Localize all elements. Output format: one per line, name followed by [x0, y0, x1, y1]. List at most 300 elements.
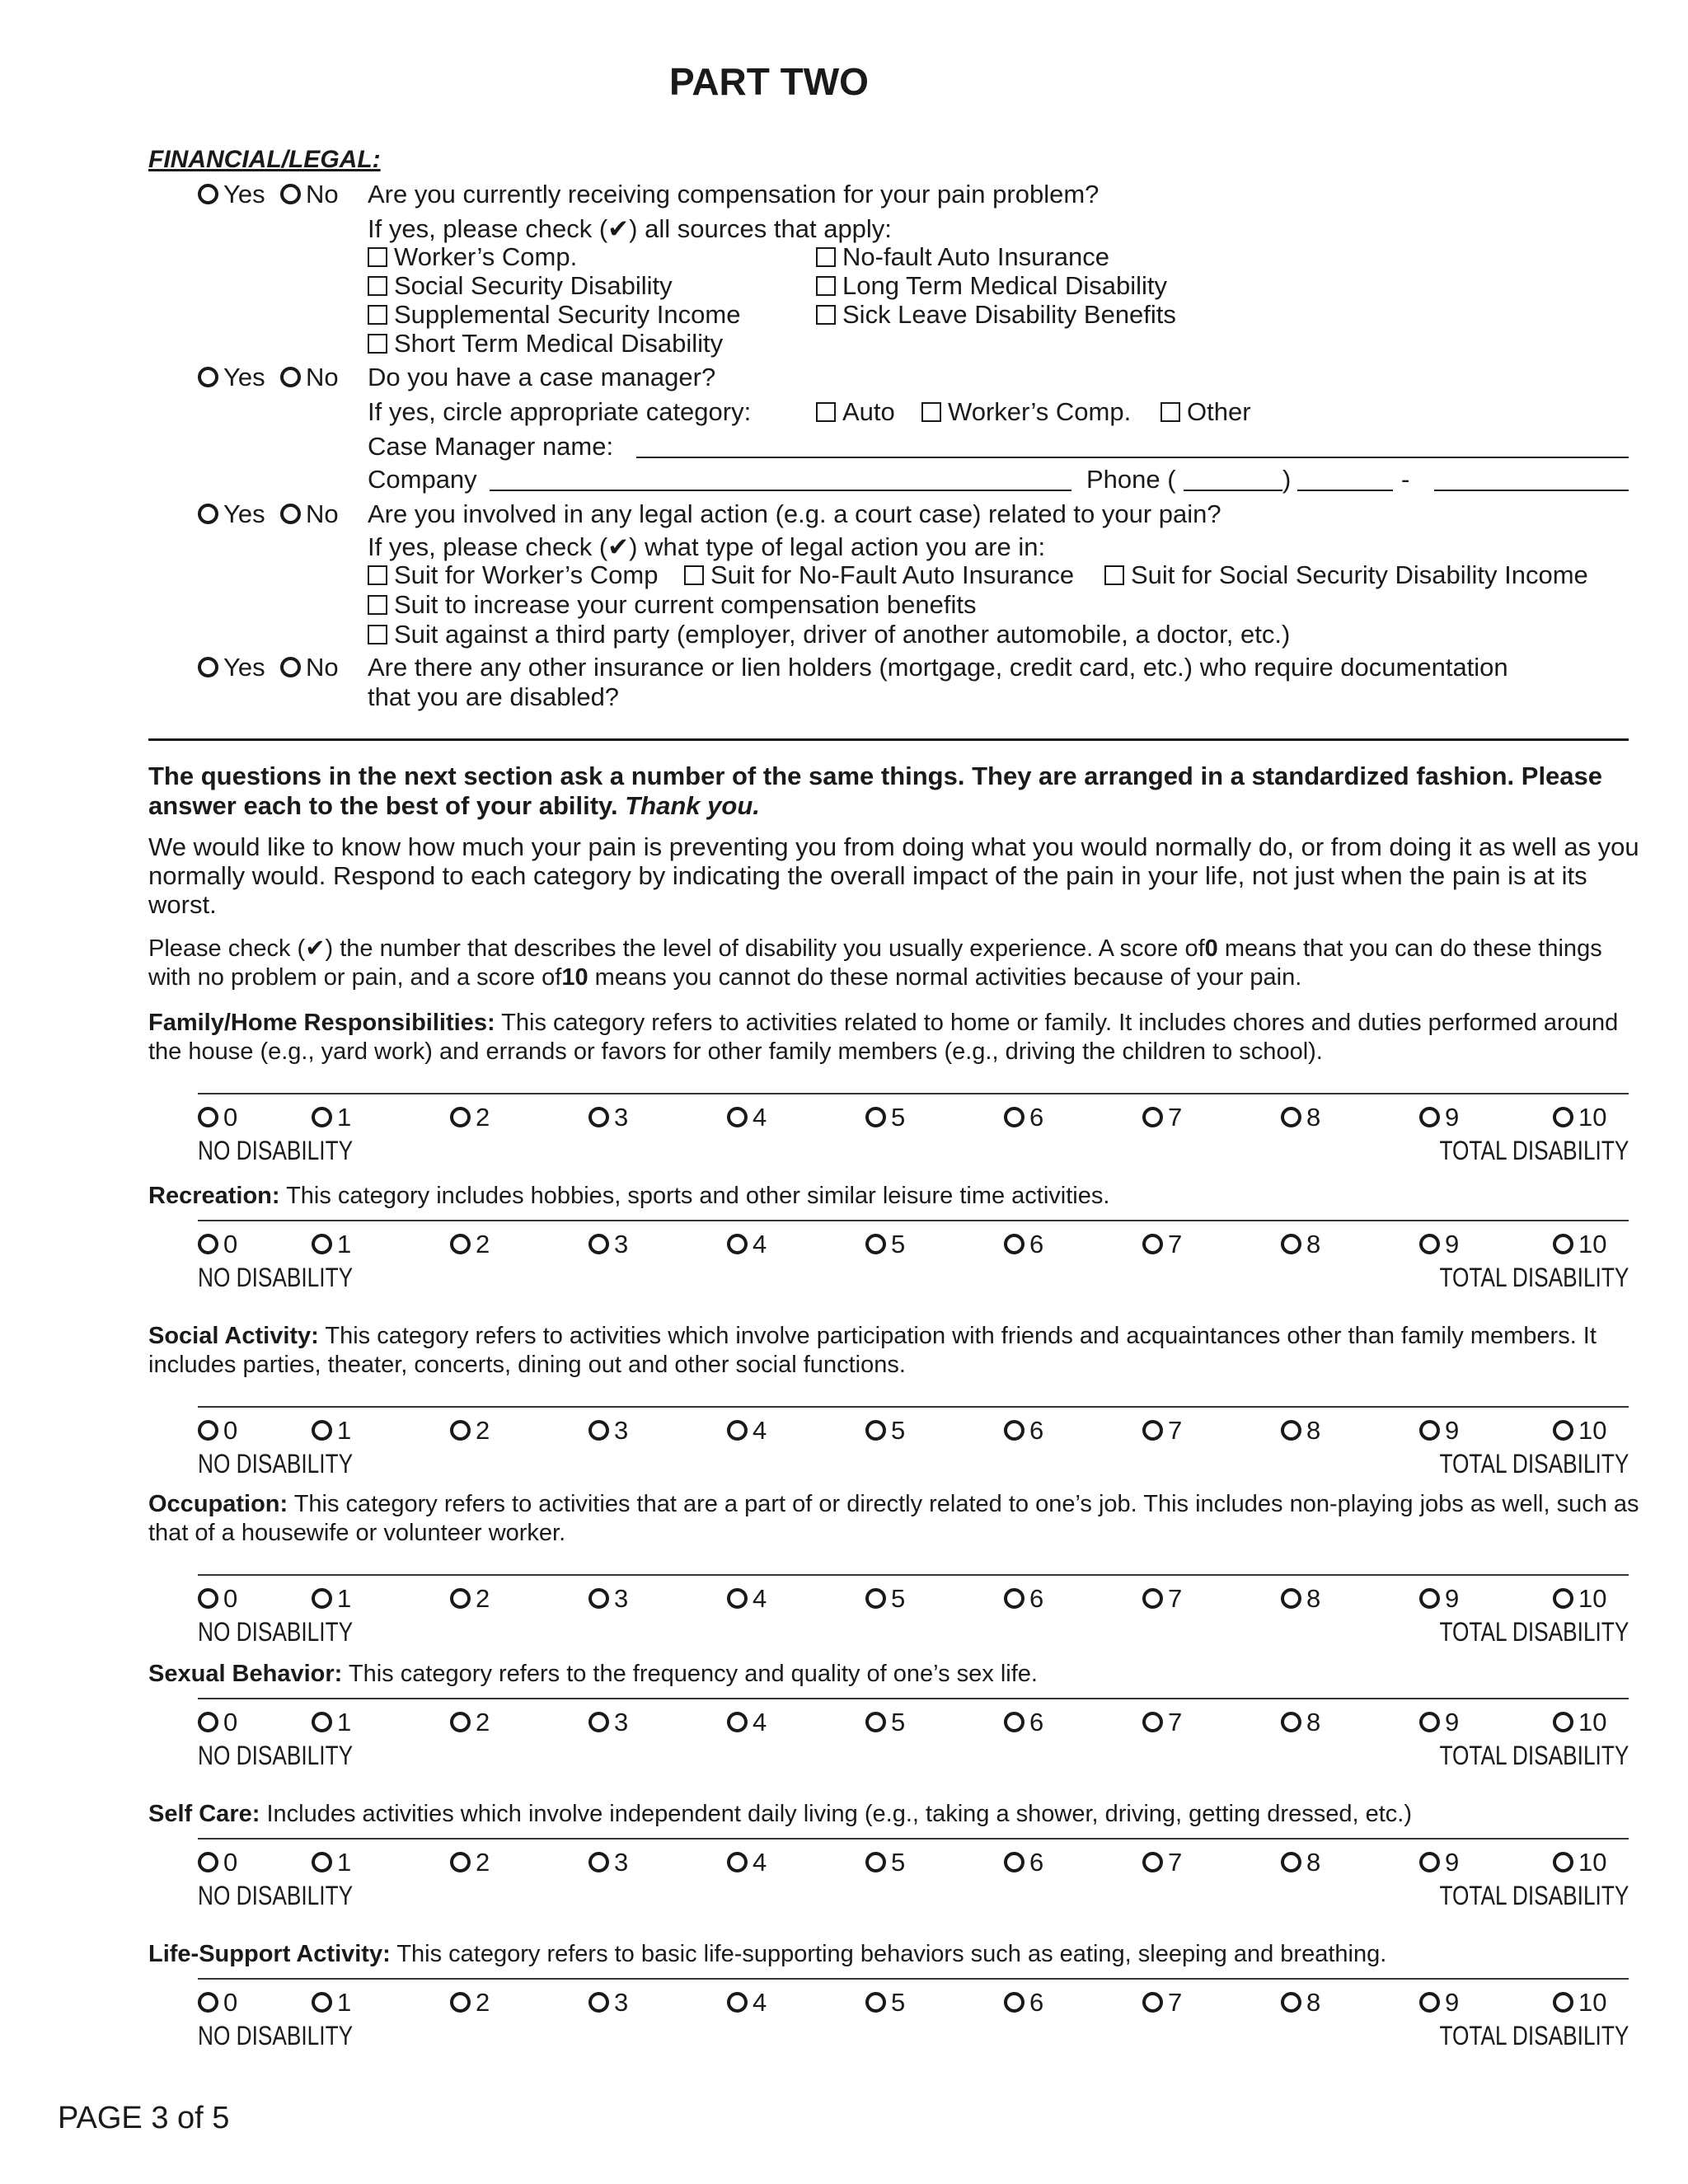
q1-source-label: Worker’s Comp.	[394, 242, 578, 271]
scale-rule	[198, 1838, 1629, 1840]
scale-option-7[interactable]	[1142, 1584, 1182, 1614]
radio-icon	[312, 1992, 332, 2013]
category-name: Recreation:	[148, 1183, 280, 1209]
radio-icon	[727, 1852, 748, 1872]
radio-icon	[1142, 1420, 1163, 1441]
scale-high-anchor: TOTAL DISABILITY	[1439, 2021, 1629, 2050]
radio-icon	[1419, 1852, 1440, 1872]
q1-source-label: Long Term Medical Disability	[842, 271, 1167, 300]
scale-option-0[interactable]	[198, 1230, 237, 1259]
scale-low-anchor: NO DISABILITY	[198, 1881, 354, 1910]
phone-area-code-field[interactable]	[1184, 490, 1282, 491]
category-description	[148, 1800, 1648, 1829]
scale-option-label: 7	[1168, 1103, 1183, 1132]
scale-option-label: 2	[476, 1230, 490, 1258]
scale-option-1[interactable]	[312, 1584, 351, 1614]
scale-option-label: 9	[1445, 1584, 1460, 1613]
scale-option-label: 7	[1168, 1584, 1183, 1613]
scale-option-label: 6	[1029, 1230, 1044, 1258]
radio-icon	[727, 1107, 748, 1127]
q3-action-checkbox[interactable]	[368, 590, 977, 620]
scale-option-6[interactable]	[1004, 1708, 1043, 1737]
scale-option-3[interactable]	[588, 1230, 628, 1259]
q3-action-label: Suit for No-Fault Auto Insurance	[710, 560, 1075, 589]
score-zero: 0	[1204, 935, 1218, 962]
radio-icon	[588, 1234, 609, 1254]
scale-low-anchor: NO DISABILITY	[198, 1136, 354, 1165]
radio-icon	[1281, 1588, 1301, 1609]
scale-option-3[interactable]	[588, 1988, 628, 2018]
scale-option-label: 8	[1306, 1848, 1321, 1877]
yes-label: Yes	[223, 180, 265, 209]
scale-option-label: 1	[337, 1103, 352, 1132]
q2-no-option[interactable]	[280, 363, 339, 392]
scale-option-0[interactable]	[198, 1416, 237, 1446]
q2-category-label: Auto	[842, 397, 895, 426]
radio-icon	[865, 1852, 886, 1872]
scale-option-label: 9	[1445, 1416, 1460, 1445]
scale-option-label: 7	[1168, 1416, 1183, 1445]
checkbox-icon	[1104, 565, 1124, 585]
q1-source-label: Social Security Disability	[394, 271, 673, 300]
scale-option-3[interactable]	[588, 1416, 628, 1446]
q4-no-option[interactable]	[280, 653, 339, 682]
q1-source-label: Short Term Medical Disability	[394, 329, 724, 358]
page-number: PAGE 3 of 5	[58, 2101, 230, 2135]
scale-option-6[interactable]	[1004, 1584, 1043, 1614]
radio-icon	[1553, 1107, 1573, 1127]
scale-option-label: 0	[223, 1988, 238, 2017]
radio-icon	[865, 1588, 886, 1609]
q2-category-workers-comp[interactable]	[921, 397, 1131, 427]
scale-option-2[interactable]	[450, 1416, 490, 1446]
intro-instruction: The questions in the next section ask a number of the same things. They are arranged in a standardized fashion. Please answer each to the best of your ability.	[148, 762, 1603, 820]
scale-option-3[interactable]	[588, 1584, 628, 1614]
radio-icon	[1281, 1234, 1301, 1254]
q3-action-checkbox[interactable]	[1104, 560, 1588, 590]
scale-option-4[interactable]	[727, 1230, 767, 1259]
scale-option-label: 3	[614, 1848, 629, 1877]
scale-option-label: 0	[223, 1848, 238, 1877]
scale-option-9[interactable]	[1419, 1230, 1459, 1259]
radio-icon	[865, 1234, 886, 1254]
q1-yes-option[interactable]	[198, 180, 265, 209]
scale-option-label: 2	[476, 1848, 490, 1877]
radio-icon	[727, 1992, 748, 2013]
radio-icon	[1281, 1712, 1301, 1732]
scale-option-9[interactable]	[1419, 1848, 1459, 1877]
scale-option-label: 7	[1168, 1988, 1183, 2017]
scale-option-label: 10	[1578, 1230, 1607, 1258]
checkbox-icon	[816, 247, 836, 267]
scale-option-label: 5	[891, 1708, 906, 1736]
radio-icon	[198, 367, 218, 387]
score-text: means you cannot do these normal activities because of your pain.	[588, 964, 1302, 991]
scale-option-7[interactable]	[1142, 1103, 1182, 1132]
scale-option-label: 2	[476, 1103, 490, 1132]
scale-option-6[interactable]	[1004, 1848, 1043, 1877]
radio-icon	[1553, 1420, 1573, 1441]
scale-option-10[interactable]	[1553, 1230, 1606, 1259]
checkbox-icon	[368, 305, 387, 325]
scale-option-10[interactable]	[1553, 1416, 1606, 1446]
radio-icon	[1419, 1992, 1440, 2013]
scale-option-label: 10	[1578, 1708, 1607, 1736]
q1-source-checkbox[interactable]	[816, 271, 1167, 301]
radio-icon	[1004, 1234, 1025, 1254]
scale-option-label: 10	[1578, 1416, 1607, 1445]
radio-icon	[450, 1852, 471, 1872]
scale-option-10[interactable]	[1553, 1848, 1606, 1877]
score-text: Please check (✔) the number that describes the level of disability you usually experience. A score of	[148, 935, 1205, 962]
scale-option-10[interactable]	[1553, 1584, 1606, 1614]
checkbox-icon	[921, 402, 941, 422]
category-text: This category refers to basic life-supporting behaviors such as eating, sleeping and breathing.	[396, 1941, 1387, 1967]
scale-option-9[interactable]	[1419, 1708, 1459, 1737]
radio-icon	[1281, 1852, 1301, 1872]
scale-option-1[interactable]	[312, 1848, 351, 1877]
phone-label: Phone (	[1086, 465, 1176, 494]
radio-icon	[198, 1234, 218, 1254]
radio-icon	[588, 1852, 609, 1872]
checkbox-icon	[684, 565, 704, 585]
q3-no-option[interactable]	[280, 499, 339, 529]
scale-option-2[interactable]	[450, 1848, 490, 1877]
q1-source-label: Sick Leave Disability Benefits	[842, 300, 1176, 329]
scale-option-1[interactable]	[312, 1103, 351, 1132]
score-instructions	[148, 935, 1648, 992]
scale-option-6[interactable]	[1004, 1230, 1043, 1259]
page-title: PART TWO	[669, 60, 869, 103]
scale-option-6[interactable]	[1004, 1416, 1043, 1446]
case-manager-name-label: Case Manager name:	[368, 432, 614, 461]
scale-option-label: 1	[337, 1848, 352, 1877]
radio-icon	[865, 1992, 886, 2013]
scale-option-label: 3	[614, 1230, 629, 1258]
scale-option-0[interactable]	[198, 1708, 237, 1737]
q2-yes-option[interactable]	[198, 363, 265, 392]
scale-option-7[interactable]	[1142, 1708, 1182, 1737]
q1-source-checkbox[interactable]	[816, 242, 1109, 272]
category-description	[148, 1322, 1648, 1380]
scale-option-label: 1	[337, 1230, 352, 1258]
scale-option-label: 9	[1445, 1230, 1460, 1258]
no-label: No	[306, 653, 339, 682]
radio-icon	[450, 1107, 471, 1127]
q2-category-other[interactable]	[1160, 397, 1251, 427]
no-label: No	[306, 180, 339, 209]
scale-low-anchor: NO DISABILITY	[198, 1741, 354, 1770]
radio-icon	[727, 1420, 748, 1441]
category-description	[148, 1940, 1648, 1969]
radio-icon	[1142, 1107, 1163, 1127]
scale-option-3[interactable]	[588, 1708, 628, 1737]
section-label-financial-legal: FINANCIAL/LEGAL:	[148, 146, 381, 173]
scale-option-5[interactable]	[865, 1988, 905, 2018]
radio-icon	[865, 1712, 886, 1732]
category-name: Social Activity:	[148, 1323, 319, 1349]
radio-icon	[1419, 1420, 1440, 1441]
scale-option-label: 3	[614, 1416, 629, 1445]
phone-prefix-field[interactable]	[1297, 490, 1393, 491]
scale-option-7[interactable]	[1142, 1848, 1182, 1877]
radio-icon	[280, 657, 301, 677]
scale-option-10[interactable]	[1553, 1708, 1606, 1737]
scale-option-8[interactable]	[1281, 1416, 1320, 1446]
scale-option-label: 10	[1578, 1988, 1607, 2017]
radio-icon	[1142, 1234, 1163, 1254]
radio-icon	[312, 1712, 332, 1732]
scale-low-anchor: NO DISABILITY	[198, 2021, 354, 2050]
q1-question: Are you currently receiving compensation for your pain problem?	[368, 180, 1100, 209]
scale-option-label: 1	[337, 1708, 352, 1736]
scale-option-5[interactable]	[865, 1708, 905, 1737]
q4-question-line2: that you are disabled?	[368, 682, 620, 711]
radio-icon	[1004, 1420, 1025, 1441]
radio-icon	[588, 1712, 609, 1732]
scale-option-6[interactable]	[1004, 1103, 1043, 1132]
checkbox-icon	[368, 247, 387, 267]
scale-option-label: 6	[1029, 1848, 1044, 1877]
q3-action-label: Suit for Worker’s Comp	[394, 560, 659, 589]
q3-yes-option[interactable]	[198, 499, 265, 529]
scale-option-10[interactable]	[1553, 1103, 1606, 1132]
scale-option-label: 7	[1168, 1230, 1183, 1258]
scale-option-4[interactable]	[727, 1416, 767, 1446]
scale-option-2[interactable]	[450, 1988, 490, 2018]
radio-icon	[198, 1992, 218, 2013]
scale-option-label: 3	[614, 1708, 629, 1736]
scale-option-label: 10	[1578, 1103, 1607, 1132]
radio-icon	[1004, 1992, 1025, 2013]
radio-icon	[1281, 1420, 1301, 1441]
radio-icon	[280, 504, 301, 524]
radio-icon	[450, 1712, 471, 1732]
q3-action-checkbox[interactable]	[684, 560, 1074, 590]
scale-option-8[interactable]	[1281, 1988, 1320, 2018]
scale-option-4[interactable]	[727, 1103, 767, 1132]
q2-category-auto[interactable]	[816, 397, 895, 427]
q1-source-checkbox[interactable]	[368, 271, 673, 301]
scale-option-1[interactable]	[312, 1230, 351, 1259]
q3-action-checkbox[interactable]	[368, 620, 1290, 649]
scale-option-label: 2	[476, 1416, 490, 1445]
scale-option-0[interactable]	[198, 1584, 237, 1614]
radio-icon	[1419, 1107, 1440, 1127]
phone-dash: -	[1401, 465, 1410, 494]
scale-option-1[interactable]	[312, 1708, 351, 1737]
category-text: This category refers to activities related to home or family. It includes chores and duties performed around the house (e.g., yard work) and errands or favors for other family members (e.g., driving the children to school).	[148, 1010, 1619, 1065]
scale-option-0[interactable]	[198, 1988, 237, 2018]
scale-option-0[interactable]	[198, 1848, 237, 1877]
scale-option-label: 4	[753, 1708, 767, 1736]
radio-icon	[588, 1992, 609, 2013]
scale-option-8[interactable]	[1281, 1708, 1320, 1737]
radio-icon	[198, 1588, 218, 1609]
q1-source-label: Supplemental Security Income	[394, 300, 741, 329]
q1-source-checkbox[interactable]	[816, 300, 1176, 330]
scale-option-4[interactable]	[727, 1708, 767, 1737]
radio-icon	[1142, 1852, 1163, 1872]
q1-no-option[interactable]	[280, 180, 339, 209]
category-name: Occupation:	[148, 1491, 288, 1517]
scale-option-8[interactable]	[1281, 1230, 1320, 1259]
radio-icon	[450, 1420, 471, 1441]
scale-option-5[interactable]	[865, 1416, 905, 1446]
radio-icon	[1142, 1992, 1163, 2013]
company-label: Company	[368, 465, 477, 494]
scale-option-label: 6	[1029, 1708, 1044, 1736]
radio-icon	[1004, 1852, 1025, 1872]
company-field[interactable]	[490, 490, 1071, 491]
phone-line-field[interactable]	[1434, 490, 1629, 491]
q4-yes-option[interactable]	[198, 653, 265, 682]
scale-option-label: 7	[1168, 1848, 1183, 1877]
q1-source-label: No-fault Auto Insurance	[842, 242, 1109, 271]
scale-option-7[interactable]	[1142, 1416, 1182, 1446]
category-description	[148, 1660, 1648, 1689]
q1-source-checkbox[interactable]	[368, 242, 577, 272]
checkbox-icon	[816, 305, 836, 325]
checkbox-icon	[368, 276, 387, 296]
scale-option-label: 7	[1168, 1708, 1183, 1736]
scale-option-8[interactable]	[1281, 1584, 1320, 1614]
radio-icon	[450, 1588, 471, 1609]
scale-option-8[interactable]	[1281, 1848, 1320, 1877]
q3-action-checkbox[interactable]	[368, 560, 658, 590]
scale-option-9[interactable]	[1419, 1103, 1459, 1132]
scale-option-label: 3	[614, 1584, 629, 1613]
scale-option-5[interactable]	[865, 1230, 905, 1259]
scale-option-label: 8	[1306, 1584, 1321, 1613]
category-description	[148, 1490, 1648, 1548]
scale-option-5[interactable]	[865, 1103, 905, 1132]
radio-icon	[1281, 1992, 1301, 2013]
scale-high-anchor: TOTAL DISABILITY	[1439, 1136, 1629, 1165]
scale-option-1[interactable]	[312, 1988, 351, 2018]
scale-option-9[interactable]	[1419, 1988, 1459, 2018]
scale-option-9[interactable]	[1419, 1416, 1459, 1446]
checkbox-icon	[368, 334, 387, 354]
radio-icon	[280, 184, 301, 204]
radio-icon	[865, 1107, 886, 1127]
scale-high-anchor: TOTAL DISABILITY	[1439, 1263, 1629, 1292]
category-text: This category refers to activities which involve participation with friends and acquaintances other than family members. It includes parties, theater, concerts, dining out and other social functions.	[148, 1323, 1597, 1378]
scale-option-label: 9	[1445, 1103, 1460, 1132]
radio-icon	[450, 1992, 471, 2013]
scale-option-label: 3	[614, 1103, 629, 1132]
scale-option-5[interactable]	[865, 1848, 905, 1877]
scale-option-label: 9	[1445, 1848, 1460, 1877]
category-description	[148, 1009, 1648, 1066]
radio-icon	[312, 1588, 332, 1609]
q4-question-line1: Are there any other insurance or lien holders (mortgage, credit card, etc.) who require documentation	[368, 653, 1508, 682]
radio-icon	[588, 1107, 609, 1127]
intro-paragraph: We would like to know how much your pain is preventing you from doing what you would normally do, or from doing it as well as you normally would. Respond to each category by indicating the overall impact of the pain in your life, not just when the pain is at its worst.	[148, 832, 1639, 919]
scale-option-2[interactable]	[450, 1584, 490, 1614]
q3-action-label: Suit to increase your current compensation benefits	[394, 590, 977, 619]
scale-high-anchor: TOTAL DISABILITY	[1439, 1449, 1629, 1479]
scale-low-anchor: NO DISABILITY	[198, 1449, 354, 1479]
radio-icon	[312, 1107, 332, 1127]
scale-option-label: 1	[337, 1584, 352, 1613]
scale-option-label: 2	[476, 1584, 490, 1613]
scale-option-label: 1	[337, 1416, 352, 1445]
scale-option-label: 4	[753, 1988, 767, 2017]
scale-option-2[interactable]	[450, 1103, 490, 1132]
radio-icon	[198, 657, 218, 677]
scale-option-2[interactable]	[450, 1708, 490, 1737]
scale-option-label: 5	[891, 1416, 906, 1445]
scale-high-anchor: TOTAL DISABILITY	[1439, 1617, 1629, 1647]
no-label: No	[306, 499, 339, 528]
scale-option-9[interactable]	[1419, 1584, 1459, 1614]
checkbox-icon	[368, 625, 387, 644]
scale-option-label: 5	[891, 1848, 906, 1877]
scale-option-label: 4	[753, 1584, 767, 1613]
scale-option-2[interactable]	[450, 1230, 490, 1259]
category-name: Self Care:	[148, 1801, 260, 1827]
scale-option-label: 0	[223, 1416, 238, 1445]
category-name: Life-Support Activity:	[148, 1941, 391, 1967]
radio-icon	[1419, 1234, 1440, 1254]
scale-option-4[interactable]	[727, 1988, 767, 2018]
scale-option-label: 6	[1029, 1988, 1044, 2017]
radio-icon	[1553, 1852, 1573, 1872]
q3-instruction: If yes, please check (✔) what type of legal action you are in:	[368, 532, 1046, 561]
scale-option-label: 5	[891, 1230, 906, 1258]
scale-option-1[interactable]	[312, 1416, 351, 1446]
scale-option-label: 8	[1306, 1416, 1321, 1445]
scale-option-label: 8	[1306, 1708, 1321, 1736]
scale-option-4[interactable]	[727, 1584, 767, 1614]
q3-action-label: Suit for Social Security Disability Income	[1131, 560, 1588, 589]
radio-icon	[1553, 1588, 1573, 1609]
scale-option-0[interactable]	[198, 1103, 237, 1132]
scale-option-5[interactable]	[865, 1584, 905, 1614]
scale-option-7[interactable]	[1142, 1988, 1182, 2018]
scale-rule	[198, 1978, 1629, 1980]
scale-option-8[interactable]	[1281, 1103, 1320, 1132]
q1-source-checkbox[interactable]	[368, 300, 740, 330]
scale-option-label: 8	[1306, 1230, 1321, 1258]
radio-icon	[1553, 1712, 1573, 1732]
scale-rule	[198, 1220, 1629, 1221]
scale-option-3[interactable]	[588, 1103, 628, 1132]
scale-option-7[interactable]	[1142, 1230, 1182, 1259]
scale-option-label: 5	[891, 1103, 906, 1132]
radio-icon	[727, 1588, 748, 1609]
yes-label: Yes	[223, 653, 265, 682]
radio-icon	[1553, 1234, 1573, 1254]
scale-option-4[interactable]	[727, 1848, 767, 1877]
scale-option-label: 4	[753, 1103, 767, 1132]
scale-option-6[interactable]	[1004, 1988, 1043, 2018]
radio-icon	[588, 1588, 609, 1609]
scale-option-10[interactable]	[1553, 1988, 1606, 2018]
scale-option-label: 0	[223, 1230, 238, 1258]
radio-icon	[865, 1420, 886, 1441]
checkbox-icon	[368, 595, 387, 615]
thank-you: Thank you.	[625, 791, 760, 820]
no-label: No	[306, 363, 339, 391]
case-manager-name-field[interactable]	[636, 457, 1629, 458]
category-text: Includes activities which involve independent daily living (e.g., taking a shower, driving, getting dressed, etc.)	[266, 1801, 1412, 1827]
radio-icon	[588, 1420, 609, 1441]
q1-source-checkbox[interactable]	[368, 329, 723, 359]
radio-icon	[198, 1712, 218, 1732]
scale-option-3[interactable]	[588, 1848, 628, 1877]
